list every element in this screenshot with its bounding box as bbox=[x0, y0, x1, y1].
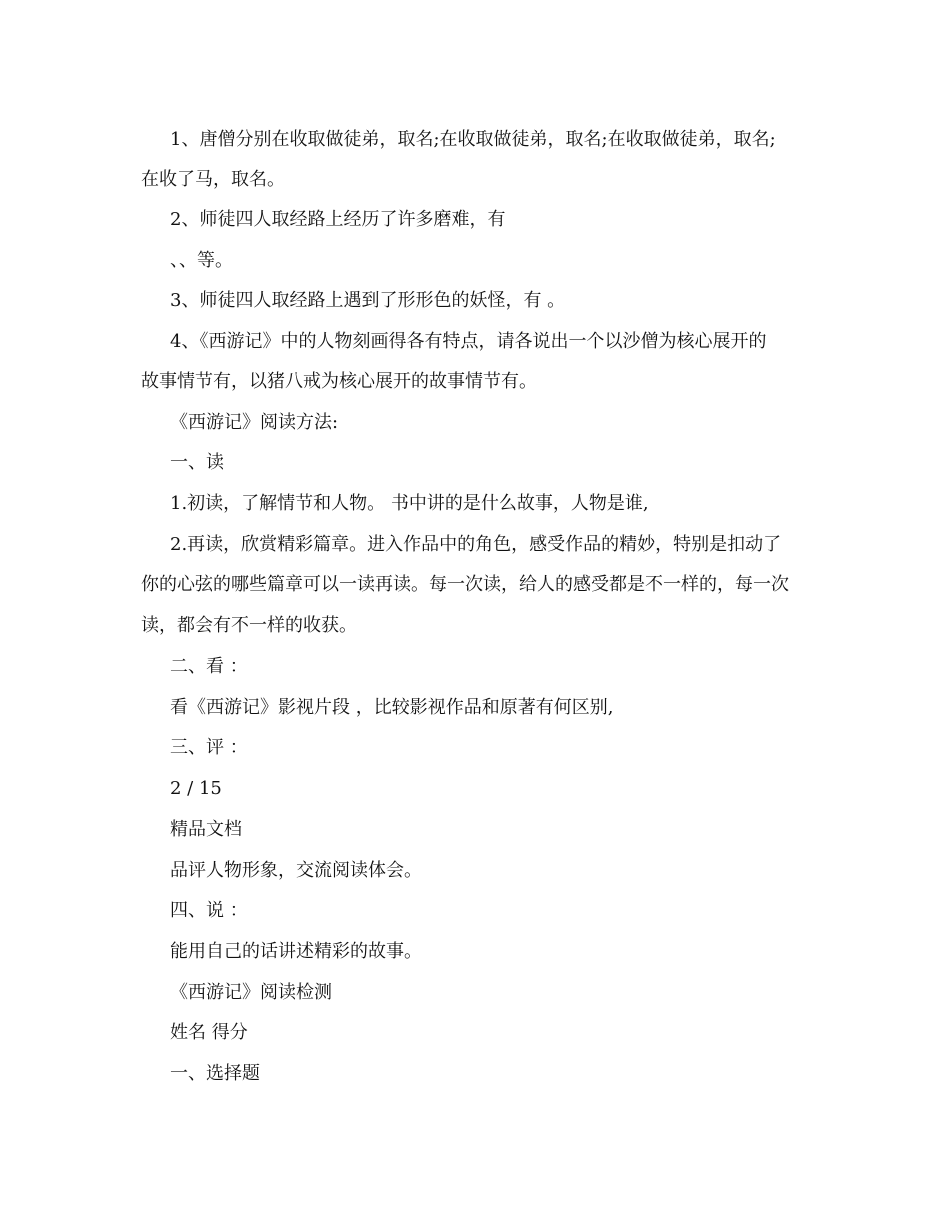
name-score-line: 姓名 得分 bbox=[170, 1022, 248, 1043]
question-4-line-2: 故事情节有，以猪八戒为核心展开的故事情节有。 bbox=[141, 371, 537, 392]
method-heading-speak: 四、说 ： bbox=[170, 900, 248, 921]
method-heading-read: 一、读 bbox=[170, 452, 224, 473]
question-4-line-1: 4、《西游记》中的人物刻画得各有特点，请各说出一个以沙僧为核心展开的 bbox=[170, 331, 767, 352]
method-read-item-2-line-1: 2.再读，欣赏精彩篇章。进入作品中的角色，感受作品的精妙，特别是扣动了 bbox=[170, 534, 782, 555]
method-speak-text: 能用自己的话讲述精彩的故事。 bbox=[170, 941, 422, 962]
method-review-text: 品评人物形象，交流阅读体会。 bbox=[170, 860, 422, 881]
question-3-line: 3、师徒四人取经路上遇到了形形色的妖怪，有 。 bbox=[170, 290, 566, 311]
method-heading-watch: 二、看 ： bbox=[170, 656, 248, 677]
question-2-line-2: 、、等。 bbox=[170, 250, 233, 271]
section-heading-reading-methods: 《西游记》阅读方法: bbox=[170, 412, 339, 433]
method-heading-review: 三、评 ： bbox=[170, 737, 248, 758]
method-read-item-2-line-3: 读，都会有不一样的收获。 bbox=[141, 615, 357, 636]
document-label: 精品文档 bbox=[170, 819, 242, 840]
section-heading-reading-test: 《西游记》阅读检测 bbox=[170, 982, 332, 1003]
section-heading-multiple-choice: 一、选择题 bbox=[170, 1063, 260, 1084]
method-read-item-2-line-2: 你的心弦的哪些篇章可以一读再读。每一次读，给人的感受都是不一样的，每一次 bbox=[141, 574, 789, 595]
question-2-line-1: 2、师徒四人取经路上经历了许多磨难，有 bbox=[170, 209, 506, 230]
question-1-line-2: 在收了马，取名。 bbox=[141, 169, 285, 190]
method-read-item-1: 1.初读，了解情节和人物。 书中讲的是什么故事，人物是谁, bbox=[170, 493, 649, 514]
question-1-line-1: 1、唐僧分别在收取做徒弟，取名;在收取做徒弟，取名;在收取做徒弟，取名; bbox=[170, 129, 776, 150]
method-watch-text: 看《西游记》影视片段 ，比较影视作品和原著有何区别, bbox=[170, 697, 614, 718]
page-number: 2 / 15 bbox=[170, 778, 222, 799]
